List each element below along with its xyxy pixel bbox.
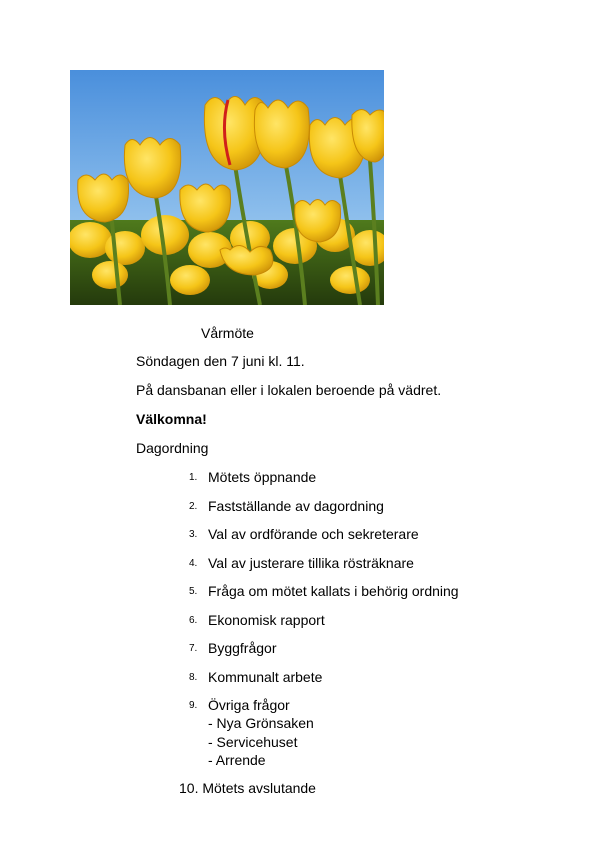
agenda-item-label: Övriga frågor — [208, 697, 290, 713]
tulip-photo — [70, 70, 384, 305]
agenda-item-label: Fastställande av dagordning — [208, 498, 384, 514]
welcome-text: Välkomna! — [136, 411, 207, 427]
agenda-item-number: 6. — [189, 615, 198, 626]
agenda-final-item: 10. Mötets avslutande — [179, 780, 316, 796]
agenda-item-number: 2. — [189, 501, 198, 512]
agenda-sublist — [208, 714, 314, 770]
agenda-heading: Dagordning — [136, 440, 209, 456]
document-title: Vårmöte — [201, 325, 254, 341]
agenda-item-label: Mötets öppnande — [208, 469, 317, 485]
agenda-item-number: 3. — [189, 529, 198, 540]
agenda-item-label: Byggfrågor — [208, 640, 277, 656]
agenda-item-label: Ekonomisk rapport — [208, 612, 325, 628]
place-line: På dansbanan eller i lokalen beroende på vädret. — [136, 382, 442, 398]
agenda-item-label: Val av ordförande och sekreterare — [208, 526, 419, 542]
agenda-item-number: 7. — [189, 643, 198, 654]
agenda-item-number: 8. — [189, 672, 198, 683]
agenda-subitem: - Nya Grönsaken — [208, 715, 314, 731]
agenda-subitem: - Arrende — [208, 752, 266, 768]
date-line: Söndagen den 7 juni kl. 11. — [136, 353, 305, 369]
agenda-subitem: - Servicehuset — [208, 733, 298, 750]
agenda-item-label: Kommunalt arbete — [208, 669, 323, 685]
agenda-item-label: Fråga om mötet kallats i behörig ordning — [208, 583, 459, 599]
agenda-item-number: 1. — [189, 472, 198, 483]
agenda-item-number: 5. — [189, 586, 198, 597]
agenda-item-label: Val av justerare tillika rösträknare — [208, 555, 414, 571]
agenda-item-number: 9. — [189, 700, 198, 711]
agenda-item-number: 4. — [189, 558, 198, 569]
